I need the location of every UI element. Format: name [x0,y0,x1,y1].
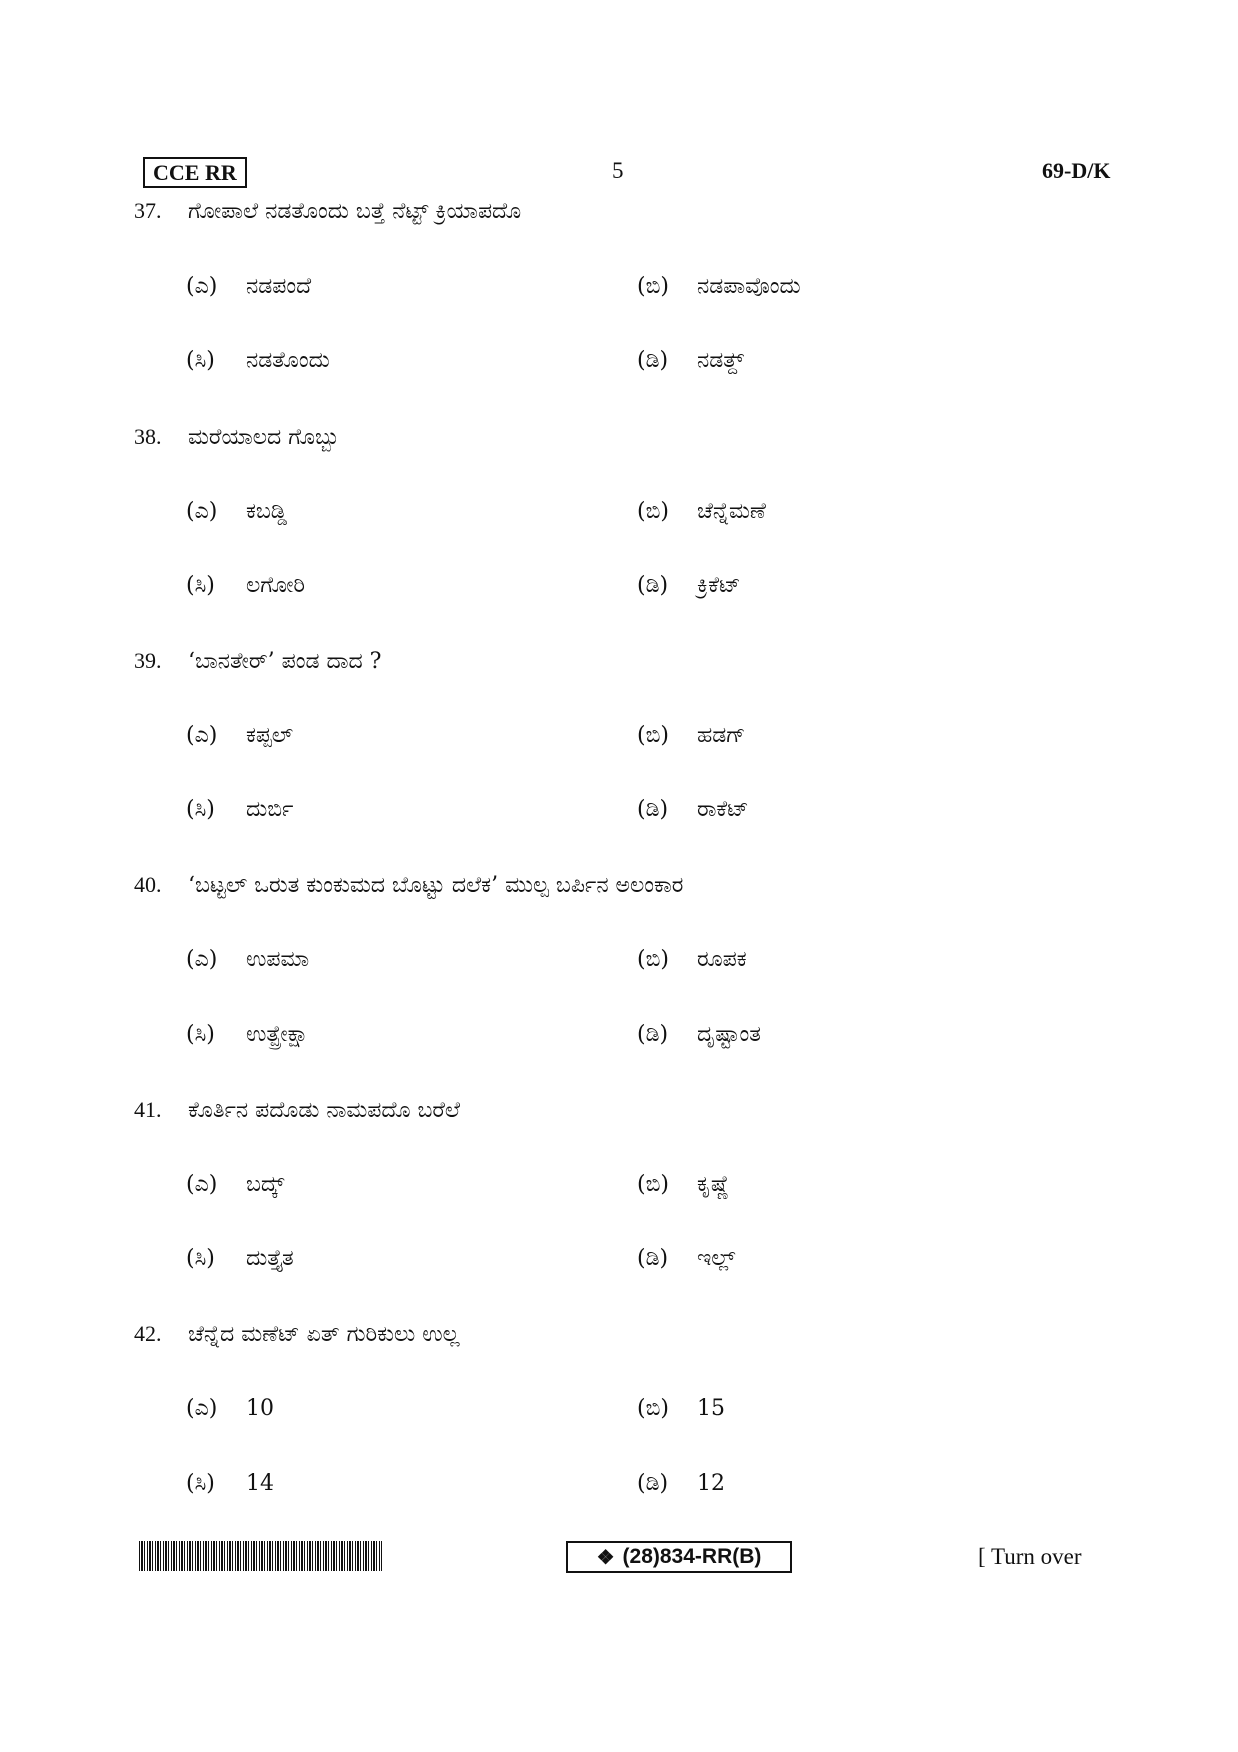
question-41 [134,1097,460,1123]
option-b [637,1172,730,1197]
option-b [637,274,801,299]
page-number: 5 [612,158,624,183]
option-label: (ಡಿ) [637,1471,669,1496]
question-number: 42. [134,1321,162,1346]
option-text: ಕ್ರಿಕೆಟ್ [697,573,741,598]
option-text: 12 [697,1471,725,1496]
option-label: (ಸಿ) [186,348,215,373]
option-label: (ಎ) [186,723,218,748]
option-label: (ಎ) [186,1172,218,1197]
turn-over-note: [ Turn over [978,1544,1082,1569]
option-a [186,274,311,299]
question-text: ‘ಬಾನತೇರ್’ ಪಂಡ ದಾದ ? [188,649,382,674]
option-text: ನಡತ್ದ್ [697,348,745,373]
option-d [637,573,741,598]
option-label: (ಡಿ) [637,797,669,822]
option-text: ಬದ್ಕ್ [246,1172,285,1197]
option-text: 10 [246,1396,274,1421]
question-number: 37. [134,198,162,223]
option-text: ನಡಪಂದೆ [246,274,312,299]
question-39 [134,648,381,674]
option-text: ಕೃಷ್ಣೆ [697,1172,730,1197]
option-label: (ಬಿ) [637,723,669,748]
question-text: ಮರೆಯಾಲದ ಗೊಬ್ಬು [188,425,340,450]
option-c [186,573,305,598]
option-text: ನಡತೊಂದು [246,348,330,373]
footer-code-box [566,1541,792,1573]
option-text: ಹಡಗ್ [697,723,746,748]
option-label: (ಬಿ) [637,1172,669,1197]
option-text: ಚೆನ್ನೆಮಣೆ [697,499,766,524]
question-number: 40. [134,872,162,897]
option-label: (ಬಿ) [637,947,669,972]
option-text: ದುರ್ಬಿ [246,797,294,822]
option-text: ಕಪ್ಪಲ್ [246,723,294,748]
option-label: (ಸಿ) [186,1246,215,1271]
option-c [186,797,293,822]
option-label: (ಸಿ) [186,1022,215,1047]
option-label: (ಡಿ) [637,348,669,373]
option-label: (ಎ) [186,499,218,524]
question-text: ಚೆನ್ನೆದ ಮಣೆಟ್ ಏತ್ ಗುರಿಕುಲು ಉಲ್ಲ [188,1322,460,1347]
question-42 [134,1321,460,1347]
option-label: (ಡಿ) [637,1022,669,1047]
option-label: (ಡಿ) [637,1246,669,1271]
option-d [637,797,749,822]
option-text: 15 [697,1396,725,1421]
option-label: (ಬಿ) [637,499,669,524]
question-number: 38. [134,424,162,449]
option-d [637,348,744,373]
header-box-label: CCE RR [143,157,247,188]
option-text: ಕಬಡ್ಡಿ [246,499,288,524]
option-d [637,1022,761,1047]
option-label: (ಸಿ) [186,1471,215,1496]
option-c [186,1246,294,1271]
diamond-ornament-icon: ❖ [596,1546,615,1569]
option-text: ಉಪಮಾ [246,947,310,972]
option-a [186,1396,274,1421]
option-text: ನಡಪಾವೊಂದು [697,274,801,299]
question-text: ‘ಬಟ್ಟಲ್ ಒರುತ ಕುಂಕುಮದ ಬೊಟ್ಟು ದಲೆಕ’ ಮುಲ್ಪ ಬರ್ಪಿನ ಅಲಂಕಾರ [188,873,684,898]
option-text: 14 [246,1471,274,1496]
option-b [637,499,766,524]
question-text: ಕೊರ್ತಿನ ಪದೊಡು ನಾಮಪದೊ ಬರೆಲೆ [188,1098,461,1123]
option-text: ಉತ್ಪ್ರೇಕ್ಷಾ [246,1022,309,1047]
option-a [186,723,293,748]
question-number: 41. [134,1097,162,1122]
option-label: (ಎ) [186,274,218,299]
option-label: (ಬಿ) [637,274,669,299]
option-label: (ಸಿ) [186,573,215,598]
option-text: ರಾಕೆಟ್ [697,797,749,822]
option-label: (ಎ) [186,947,218,972]
question-37 [134,198,521,224]
option-text: ಲಗೋರಿ [246,573,306,598]
option-a [186,1172,284,1197]
barcode-icon [139,1541,382,1571]
footer-code: (28)834-RR(B) [622,1545,762,1568]
option-d [637,1246,735,1271]
option-b [637,947,747,972]
option-a [186,947,309,972]
option-label: (ಡಿ) [637,573,669,598]
option-b [637,723,745,748]
option-text: ದುತ್ತೈತ [246,1246,294,1271]
question-40 [134,872,683,898]
option-c [186,1471,274,1496]
option-label: (ಎ) [186,1396,218,1421]
paper-code: 69-D/K [1042,158,1111,183]
question-number: 39. [134,648,162,673]
option-label: (ಬಿ) [637,1396,669,1421]
option-text: ದೃಷ್ಟಾಂತ [697,1022,761,1047]
option-text: ಇಲ್ಲ್ [697,1246,736,1271]
question-38 [134,424,339,450]
option-a [186,499,287,524]
option-d [637,1471,725,1496]
option-text: ರೂಪಕ [697,947,747,972]
option-c [186,348,330,373]
question-text: ಗೋಪಾಲೆ ನಡತೊಂದು ಬತ್ತೆ ನೆಟ್ಟ್ ಕ್ರಿಯಾಪದೊ [188,199,522,224]
option-b [637,1396,725,1421]
option-label: (ಸಿ) [186,797,215,822]
option-c [186,1022,309,1047]
